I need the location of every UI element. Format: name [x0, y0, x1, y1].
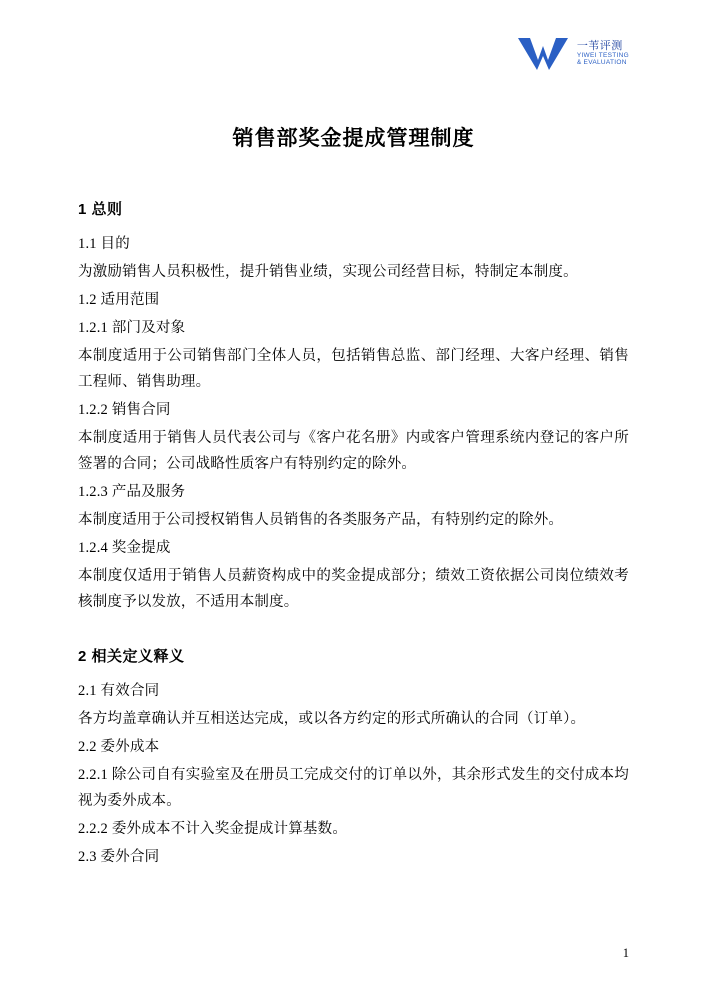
section-heading-2: 2 相关定义释义 [78, 648, 185, 665]
paragraph: 2.3 委外合同 [78, 849, 160, 865]
page-number: 1 [622, 946, 629, 960]
paragraph: 各方均盖章确认并互相送达完成，或以各方约定的形式所确认的合同（订单）。 [78, 711, 586, 727]
paragraph: 1.2 适用范围 [78, 292, 160, 308]
logo-company-name-en-line2: & EVALUATION [576, 58, 627, 66]
paragraph: 本制度适用于公司授权销售人员销售的各类服务产品，有特别约定的除外。 [78, 512, 564, 528]
paragraph: 1.1 目的 [78, 236, 130, 252]
document-title: 销售部奖金提成管理制度 [232, 127, 475, 150]
paragraph: 2.2.1 除公司自有实验室及在册员工完成交付的订单以外，其余形式发生的交付成本均视为委外成本。 [78, 767, 629, 809]
paragraph: 2.2.2 委外成本不计入奖金提成计算基数。 [78, 821, 348, 837]
paragraph: 1.2.4 奖金提成 [78, 540, 171, 556]
yiwei-w-logo-icon [516, 34, 570, 74]
logo-company-name-cn: 一苇评测 [576, 40, 623, 53]
paragraph: 2.1 有效合同 [78, 683, 160, 699]
paragraph: 本制度仅适用于销售人员薪资构成中的奖金提成部分；绩效工资依据公司岗位绩效考核制度予以发放，不适用本制度。 [78, 568, 629, 610]
paragraph: 1.2.3 产品及服务 [78, 484, 186, 500]
company-logo [516, 34, 629, 74]
paragraph: 1.2.2 销售合同 [78, 402, 171, 418]
paragraph: 为激励销售人员积极性，提升销售业绩，实现公司经营目标，特制定本制度。 [78, 264, 578, 280]
section-heading-1: 1 总则 [78, 201, 123, 218]
paragraph: 本制度适用于公司销售部门全体人员，包括销售总监、部门经理、大客户经理、销售工程师、销售助理。 [78, 348, 629, 390]
document-body [78, 152, 629, 870]
logo-text-block [577, 41, 629, 66]
paragraph: 1.2.1 部门及对象 [78, 320, 186, 336]
paragraph: 本制度适用于销售人员代表公司与《客户花名册》内或客户管理系统内登记的客户所签署的合同；公司战略性质客户有特别约定的除外。 [78, 430, 629, 472]
logo-company-name-en-line1: YIWEI TESTING [576, 51, 629, 59]
paragraph: 2.2 委外成本 [78, 739, 160, 755]
